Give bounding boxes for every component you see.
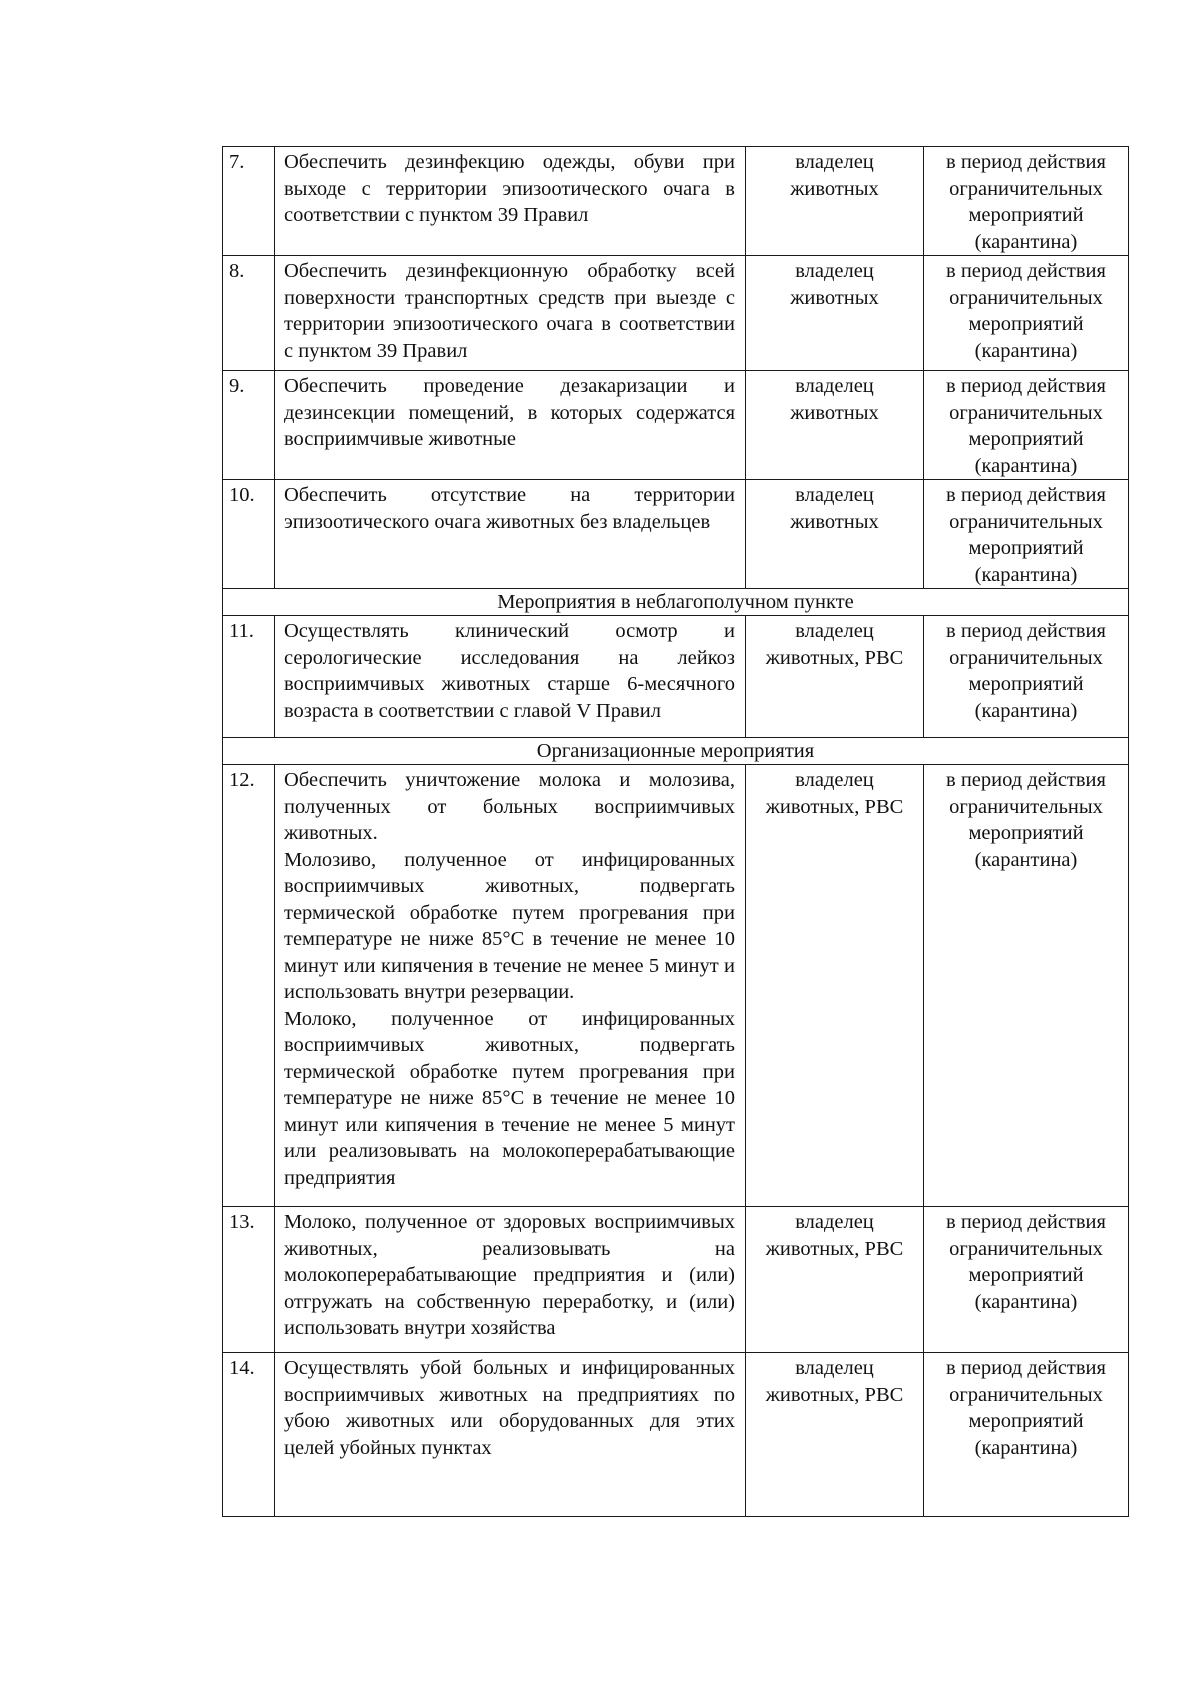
responsible-party: владелец животных [746, 480, 924, 589]
table-row [223, 1207, 1129, 1353]
responsible-party: владелец животных [746, 147, 924, 256]
measure-description [275, 765, 746, 1207]
table-row [223, 616, 1129, 738]
measures-table [222, 146, 1129, 1517]
execution-term: в период действия ограничительных мероприятий (карантина) [924, 256, 1129, 371]
responsible-party: владелец животных [746, 256, 924, 371]
section-heading-unfavorable: Мероприятия в неблагополучном пункте [223, 589, 1129, 616]
execution-term: в период действия ограничительных мероприятий (карантина) [924, 480, 1129, 589]
execution-term: в период действия ограничительных мероприятий (карантина) [924, 616, 1129, 738]
row-number: 7. [223, 147, 275, 256]
responsible-party: владелец животных, РВС [746, 1353, 924, 1517]
row-number: 10. [223, 480, 275, 589]
row-number: 14. [223, 1353, 275, 1517]
section-heading-organizational-row [223, 738, 1129, 765]
responsible-party: владелец животных, РВС [746, 765, 924, 1207]
table-row [223, 147, 1129, 256]
measure-paragraph: Обеспечить проведение дезакаризации и дезинсекции помещений, в которых содержатся восприимчивые животные [284, 375, 735, 450]
measure-description [275, 147, 746, 256]
measure-paragraph: Молоко, полученное от инфицированных восприимчивых животных, подвергать термической обработке путем прогревания при температуре не ниже 85°С в течение не менее 10 минут или кипячения в течение не менее 5 минут или реализовывать на молокоперерабатывающие предприятия [284, 1007, 735, 1189]
table-row [223, 765, 1129, 1207]
responsible-party: владелец животных [746, 371, 924, 480]
execution-term: в период действия ограничительных мероприятий (карантина) [924, 371, 1129, 480]
section-heading-organizational: Организационные мероприятия [223, 738, 1129, 765]
execution-term: в период действия ограничительных мероприятий (карантина) [924, 765, 1129, 1207]
row-number: 9. [223, 371, 275, 480]
row-number: 13. [223, 1207, 275, 1353]
execution-term: в период действия ограничительных мероприятий (карантина) [924, 1207, 1129, 1353]
document-page [222, 146, 1128, 1517]
measure-paragraph: Осуществлять убой больных и инфицированных восприимчивых животных на предприятиях по убою животных или оборудованных для этих целей убойных пунктах [284, 1357, 735, 1459]
table-row [223, 371, 1129, 480]
measure-paragraph: Обеспечить уничтожение молока и молозива, полученных от больных восприимчивых животных. [284, 769, 735, 844]
table-row [223, 480, 1129, 589]
row-number: 12. [223, 765, 275, 1207]
measure-paragraph: Обеспечить отсутствие на территории эпизоотического очага животных без владельцев [284, 484, 735, 533]
section-heading-unfavorable-row [223, 589, 1129, 616]
measure-paragraph: Обеспечить дезинфекционную обработку всей поверхности транспортных средств при выезде с территории эпизоотического очага в соответствии с пунктом 39 Правил [284, 260, 735, 362]
table-row [223, 256, 1129, 371]
measure-description [275, 480, 746, 589]
row-number: 8. [223, 256, 275, 371]
responsible-party: владелец животных, РВС [746, 1207, 924, 1353]
table-row [223, 1353, 1129, 1517]
measure-description [275, 1207, 746, 1353]
measure-description [275, 256, 746, 371]
measure-paragraph: Обеспечить дезинфекцию одежды, обуви при выходе с территории эпизоотического очага в соответствии с пунктом 39 Правил [284, 151, 735, 226]
execution-term: в период действия ограничительных мероприятий (карантина) [924, 147, 1129, 256]
measure-description [275, 1353, 746, 1517]
measure-description [275, 616, 746, 738]
measure-paragraph: Молозиво, полученное от инфицированных восприимчивых животных, подвергать термической обработке путем прогревания при температуре не ниже 85°С в течение не менее 10 минут или кипячения в течение не менее 5 минут и использовать внутри резервации. [284, 848, 735, 1003]
measure-paragraph: Молоко, полученное от здоровых восприимчивых животных, реализовывать на молокоперерабатывающие предприятия и (или) отгружать на собственную переработку, и (или) использовать внутри хозяйства [284, 1211, 735, 1339]
measure-paragraph: Осуществлять клинический осмотр и серологические исследования на лейкоз восприимчивых животных старше 6-месячного возраста в соответствии с главой V Правил [284, 620, 735, 722]
measure-description [275, 371, 746, 480]
execution-term: в период действия ограничительных мероприятий (карантина) [924, 1353, 1129, 1517]
row-number: 11. [223, 616, 275, 738]
responsible-party: владелец животных, РВС [746, 616, 924, 738]
